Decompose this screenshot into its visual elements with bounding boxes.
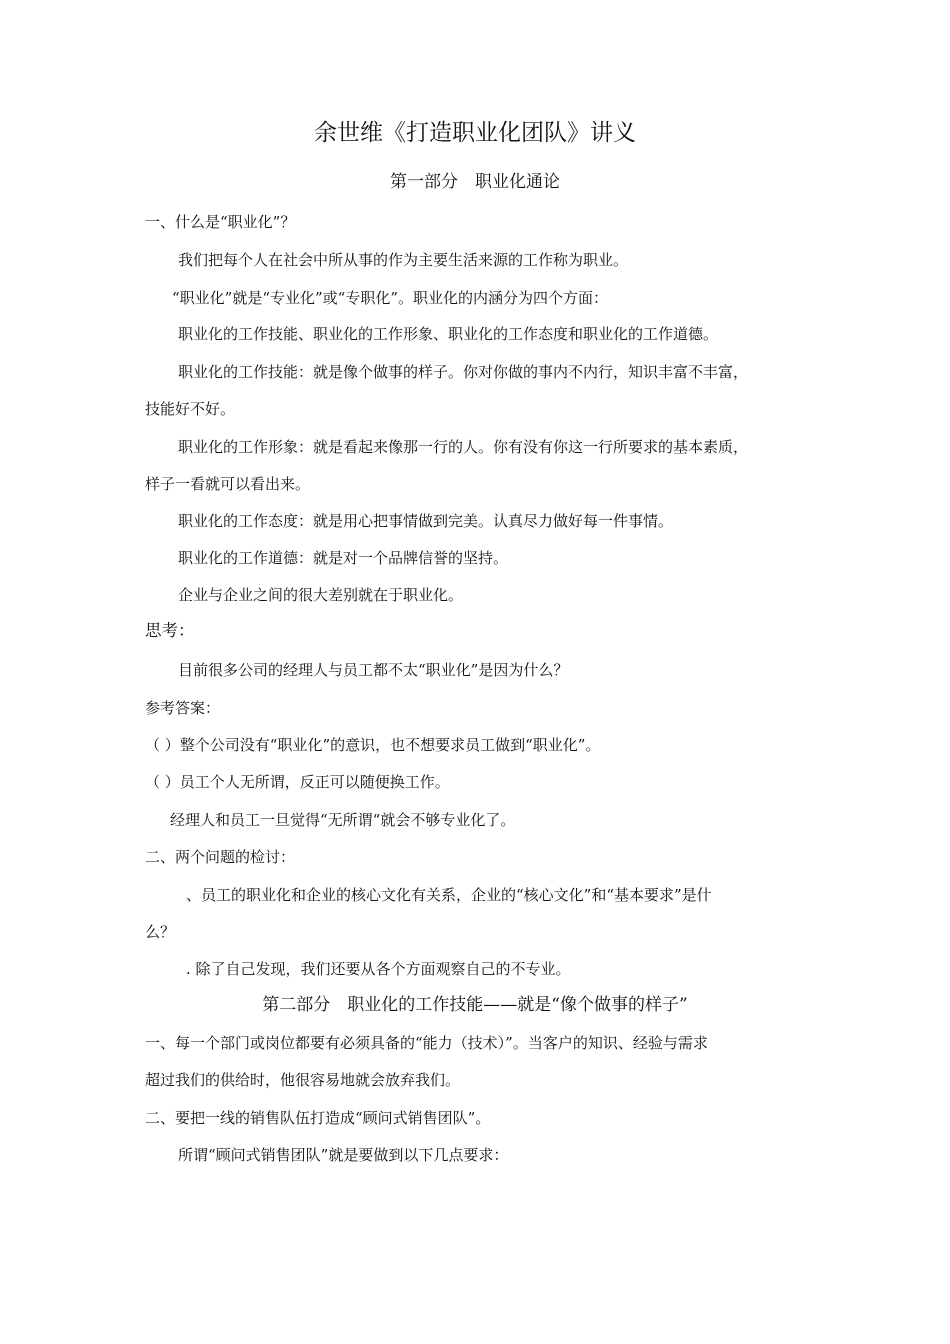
paragraph: 职业化的工作技能、职业化的工作形象、职业化的工作态度和职业化的工作道德。 <box>178 325 719 343</box>
paragraph: 职业化的工作态度：就是用心把事情做到完美。认真尽力做好每一件事情。 <box>178 512 674 530</box>
paragraph: 职业化的工作道德：就是对一个品牌信誉的坚持。 <box>178 549 509 567</box>
think-label: 思考： <box>145 621 195 640</box>
paragraph: 二、要把一线的销售队伍打造成“顾问式销售团队”。 <box>145 1109 491 1127</box>
document-title: 余世维《打造职业化团队》讲义 <box>314 120 636 146</box>
paragraph: 一、每一个部门或岗位都要有必须具备的“能力（技术）”。当客户的知识、经验与需求 <box>145 1034 708 1052</box>
paragraph-continuation: 技能好不好。 <box>145 400 236 418</box>
paragraph: 职业化的工作技能：就是像个做事的样子。你对你做的事内不内行，知识丰富不丰富， <box>178 363 749 381</box>
paragraph: “职业化”就是“专业化”或“专职化”。职业化的内涵分为四个方面： <box>172 289 609 307</box>
paragraph: 我们把每个人在社会中所从事的作为主要生活来源的工作称为职业。 <box>178 251 629 269</box>
answer-label: 参考答案： <box>145 699 221 717</box>
paragraph-continuation: 么？ <box>145 923 176 941</box>
paragraph: 所谓“顾问式销售团队”就是要做到以下几点要求： <box>178 1146 509 1164</box>
part-one-heading: 第一部分 职业化通论 <box>390 172 560 192</box>
paragraph-continuation: 超过我们的供给时，他很容易地就会放弃我们。 <box>145 1071 461 1089</box>
paragraph: 职业化的工作形象：就是看起来像那一行的人。你有没有你这一行所要求的基本素质， <box>178 438 749 456</box>
paragraph: 经理人和员工一旦觉得“无所谓“就会不够专业化了。 <box>170 811 516 829</box>
paragraph: . 除了自己发现，我们还要从各个方面观察自己的不专业。 <box>186 960 571 978</box>
paragraph: 、员工的职业化和企业的核心文化有关系，企业的“核心文化”和“基本要求”是什 <box>186 886 712 904</box>
think-question: 目前很多公司的经理人与员工都不太“职业化”是因为什么？ <box>178 661 569 679</box>
question-heading: 一、什么是“职业化”？ <box>145 213 296 231</box>
paragraph-continuation: 样子一看就可以看出来。 <box>145 475 311 493</box>
paragraph: 企业与企业之间的很大差别就在于职业化。 <box>178 586 464 604</box>
section-heading: 二、两个问题的检讨： <box>145 848 296 866</box>
answer-item: （ ）整个公司没有“职业化”的意识，也不想要求员工做到“职业化”。 <box>145 736 601 754</box>
answer-item: （ ）员工个人无所谓，反正可以随便换工作。 <box>145 773 450 791</box>
part-two-heading: 第二部分 职业化的工作技能——就是“像个做事的样子” <box>262 995 688 1015</box>
